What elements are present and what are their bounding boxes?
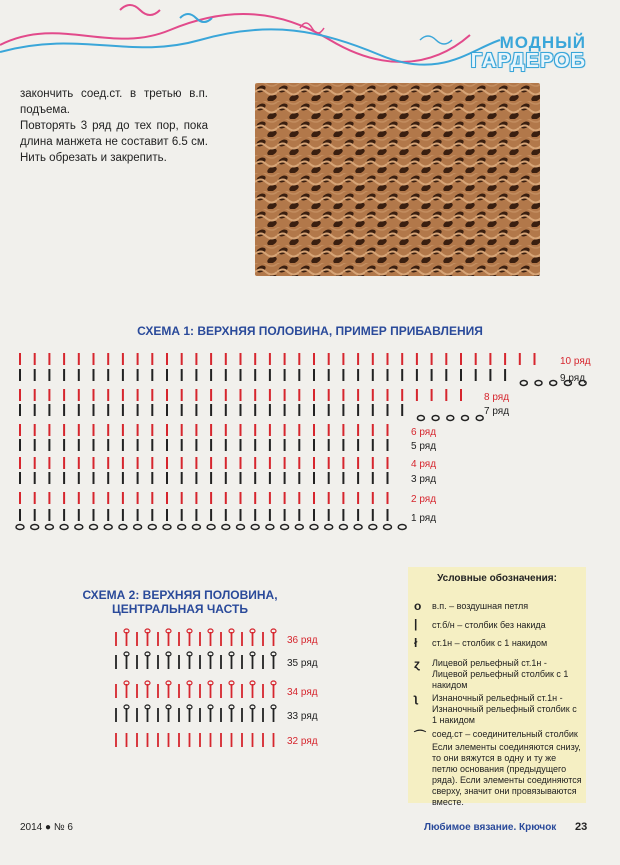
chain-stitch-mark <box>229 652 234 656</box>
chain-stitch-mark <box>207 525 215 530</box>
intro-paragraph-2: Повторять 3 ряд до тех пор, пока длина манжета не составит 6.5 см. Нить обрезать и закрепить. <box>20 120 208 164</box>
legend-box <box>408 567 586 807</box>
scheme-2-row-label: 32 ряд <box>287 736 318 747</box>
chain-stitch-mark <box>271 681 276 685</box>
chain-stitch-mark <box>447 416 454 421</box>
chain-stitch-mark <box>166 705 171 709</box>
chain-stitch-mark <box>208 681 213 685</box>
scheme-2-row-label: 36 ряд <box>287 635 318 646</box>
double-crochet-icon: ł <box>414 636 418 650</box>
scheme-1-row-label: 10 ряд <box>560 356 591 367</box>
chain-stitch-mark <box>90 525 98 530</box>
legend-item-text: Изнаночный рельефный ст.1н - Изнаночный рельефный столбик с 1 накидом <box>432 693 577 725</box>
chain-stitch-mark <box>187 652 192 656</box>
scheme-2-title-line-2: ЦЕНТРАЛЬНАЯ ЧАСТЬ <box>112 602 248 616</box>
chain-stitch-mark <box>31 525 39 530</box>
chain-stitch-mark <box>520 381 527 386</box>
chain-stitch-mark <box>250 652 255 656</box>
chain-stitch-mark <box>45 525 53 530</box>
scheme-1-row-label: 5 ряд <box>411 441 437 452</box>
magazine-section-brand <box>471 34 586 71</box>
chain-stitch-mark <box>462 416 469 421</box>
chain-stitch-mark <box>192 525 200 530</box>
scheme-1-row-label: 9 ряд <box>560 373 586 384</box>
chain-stitch-mark <box>384 525 392 530</box>
chain-stitch-mark <box>166 629 171 633</box>
chain-stitch-mark <box>237 525 245 530</box>
chain-stitch-mark <box>145 652 150 656</box>
chain-stitch-mark <box>104 525 112 530</box>
chain-stitch-mark <box>251 525 259 530</box>
slip-stitch-icon: ⌒ <box>414 729 427 743</box>
chain-stitch-mark <box>60 525 68 530</box>
chain-stitch-mark <box>369 525 377 530</box>
legend-item-text: в.п. – воздушная петля <box>432 601 529 611</box>
chain-stitch-mark <box>124 681 129 685</box>
intro-text <box>20 86 208 166</box>
scheme-1-row-label: 4 ряд <box>411 459 437 470</box>
chain-stitch-mark <box>222 525 230 530</box>
scheme-1-row-label: 1 ряд <box>411 513 437 524</box>
scheme-1-row-label: 8 ряд <box>484 392 510 403</box>
scheme-2-chart <box>100 625 400 755</box>
scheme-1-row-label: 2 ряд <box>411 494 437 505</box>
chain-stitch-mark <box>271 629 276 633</box>
chain-stitch-mark <box>163 525 171 530</box>
chain-stitch-mark <box>325 525 333 530</box>
scheme-1-title: СХЕМА 1: ВЕРХНЯЯ ПОЛОВИНА, ПРИМЕР ПРИБАВЛЕНИЯ <box>137 324 483 338</box>
chain-stitch-mark <box>166 681 171 685</box>
front-post-dc-icon: ɀ <box>414 657 420 671</box>
knit-sample-photo <box>255 83 540 276</box>
chain-stitch-mark <box>75 525 83 530</box>
chain-stitch-mark <box>145 681 150 685</box>
scheme-2-row-label: 34 ряд <box>287 687 318 698</box>
brand-line-2: ГАРДЕРОБ <box>470 50 586 72</box>
scheme-1-chart <box>0 345 620 545</box>
chain-stitch-mark <box>354 525 362 530</box>
scheme-2-row-label: 35 ряд <box>287 658 318 669</box>
legend-item-text: соед.ст – соединительный столбик <box>432 729 578 739</box>
chain-stitch-mark <box>124 705 129 709</box>
chain-stitch-mark <box>166 652 171 656</box>
scheme-2-row-label: 33 ряд <box>287 711 318 722</box>
chain-stitch-mark <box>281 525 289 530</box>
chain-stitch-mark <box>535 381 542 386</box>
scheme-1-row-label: 3 ряд <box>411 474 437 485</box>
chain-stitch-mark <box>310 525 318 530</box>
chain-stitch-mark <box>178 525 186 530</box>
chain-stitch-mark <box>229 681 234 685</box>
legend-item-text: ст.1н – столбик с 1 накидом <box>432 638 548 648</box>
chain-stitch-mark <box>16 525 24 530</box>
scheme-2-title <box>80 588 280 616</box>
chain-stitch-mark <box>208 705 213 709</box>
chain-stitch-mark <box>250 629 255 633</box>
chain-stitch-mark <box>124 629 129 633</box>
chain-stitch-mark <box>208 652 213 656</box>
scheme-1-row-label: 7 ряд <box>484 406 510 417</box>
chain-stitch-mark <box>134 525 142 530</box>
chain-stitch-mark <box>398 525 406 530</box>
intro-paragraph-1: закончить соед.ст. в третью в.п. подъема. <box>20 88 208 116</box>
chain-stitch-mark <box>266 525 274 530</box>
legend-note: Если элементы соединяются снизу, то они вяжутся в одну и ту же петлю основания (предыдущего ряда). Если элементы соединяются сверху, значит они провязываются вместе. <box>432 742 582 807</box>
legend-item-text: Лицевой рельефный ст.1н - Лицевой рельефный столбик с 1 накидом <box>432 658 569 690</box>
chain-stitch-mark <box>250 681 255 685</box>
chain-stitch-mark <box>339 525 347 530</box>
back-post-dc-icon: ʅ <box>414 691 418 705</box>
chain-stitch-mark <box>271 652 276 656</box>
chain-stitch-mark <box>187 629 192 633</box>
legend-item-text: ст.б/н – столбик без накида <box>432 620 546 630</box>
chain-stitch-mark <box>250 705 255 709</box>
chain-stitch-mark <box>187 705 192 709</box>
magazine-title: Любимое вязание. Крючок <box>424 822 557 833</box>
issue-number: 2014 ● № 6 <box>20 822 73 833</box>
chain-stitch-mark <box>550 381 557 386</box>
scheme-1-row-label: 6 ряд <box>411 427 437 438</box>
scheme-2-title-line-1: СХЕМА 2: ВЕРХНЯЯ ПОЛОВИНА, <box>82 588 278 602</box>
chain-stitch-mark <box>145 705 150 709</box>
chain-stitch-mark <box>432 416 439 421</box>
chain-stitch-mark <box>124 652 129 656</box>
chain-stitch-mark <box>229 629 234 633</box>
brand-line-1: МОДНЫЙ <box>499 33 586 52</box>
chain-stitch-mark <box>208 629 213 633</box>
legend-title: Условные обозначения: <box>437 573 557 584</box>
chain-stitch-mark <box>119 525 127 530</box>
chain-stitch-mark <box>476 416 483 421</box>
page-number: 23 <box>575 821 588 833</box>
chain-stitch-mark <box>229 705 234 709</box>
chain-stitch-mark <box>145 629 150 633</box>
single-crochet-icon: | <box>414 617 418 631</box>
chain-stitch-icon: o <box>414 599 422 613</box>
chain-stitch-mark <box>148 525 156 530</box>
chain-stitch-mark <box>271 705 276 709</box>
chain-stitch-mark <box>295 525 303 530</box>
chain-stitch-mark <box>187 681 192 685</box>
chain-stitch-mark <box>417 416 424 421</box>
